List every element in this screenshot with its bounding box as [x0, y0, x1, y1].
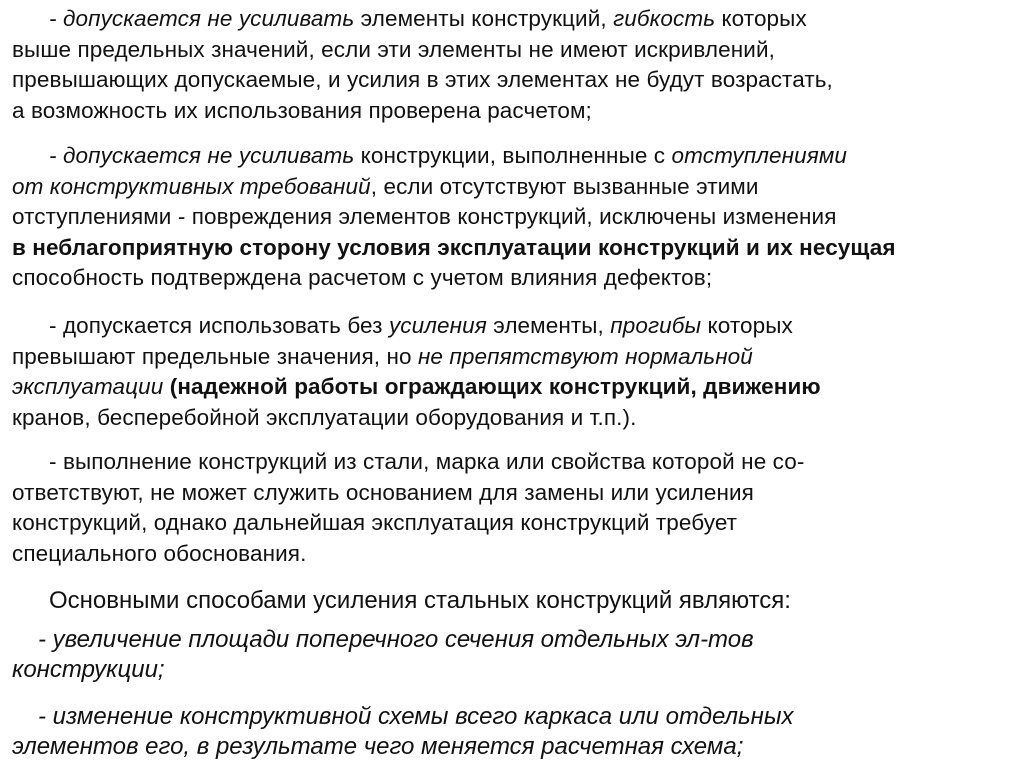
- text-run: которых: [715, 6, 807, 31]
- paragraph-deviations: [12, 141, 1002, 294]
- text-run: - допускается использовать без: [49, 313, 389, 338]
- list-item-line: - изменение конструктивной схемы всего каркаса или отдельных: [38, 703, 794, 730]
- italic-phrase: прогибы: [610, 313, 702, 338]
- text-run: элементы конструкций,: [354, 6, 614, 31]
- bold-phrase: (надежной работы ограждающих конструкций, движению: [163, 374, 821, 399]
- list-item-line: - увеличение площади поперечного сечения отдельных эл-тов: [38, 626, 754, 653]
- text-line: превышающих допускаемые, и усилия в этих элементах не будут возрастать,: [12, 67, 833, 92]
- italic-phrase: отступлениями: [671, 143, 848, 168]
- text-run: элементы,: [486, 313, 611, 338]
- text-line: [12, 4, 1002, 35]
- text-line: способность подтверждена расчетом с учетом влияния дефектов;: [12, 265, 713, 290]
- text-line: ответствуют, не может служить основанием для замены или усиления: [12, 479, 754, 505]
- paragraph-deflection: [12, 311, 1002, 433]
- bold-line: в неблагоприятную сторону условия эксплуатации конструкций и их несущая: [12, 234, 896, 260]
- text-run: которых: [701, 313, 793, 338]
- text-line: а возможность их использования проверена расчетом;: [12, 97, 592, 123]
- italic-phrase: - допускается не усиливать: [49, 143, 355, 168]
- text-run: превышают предельные значения, но: [12, 343, 418, 369]
- paragraph-flexibility: [12, 4, 1002, 126]
- italic-phrase: гибкость: [613, 6, 716, 31]
- text-line: кранов, бесперебойной эксплуатации оборудования и т.п.).: [12, 404, 637, 430]
- italic-phrase: не препятствуют нормальной: [417, 343, 753, 369]
- italic-phrase: эксплуатации: [12, 374, 164, 399]
- section-heading: Основными способами усиления стальных конструкций являются:: [49, 587, 791, 614]
- text-line: [12, 342, 1002, 373]
- paragraph-steel: [12, 447, 1002, 569]
- list-item-line: элементов его, в результате чего меняется расчетная схема;: [12, 733, 744, 760]
- text-run: , если отсутствуют вызванные этими: [370, 173, 759, 199]
- text-line: [12, 372, 1002, 403]
- italic-phrase: усиления: [388, 313, 487, 338]
- text-line: [12, 311, 1002, 342]
- text-line: - выполнение конструкций из стали, марка или свойства которой не со-: [49, 449, 805, 474]
- text-line: выше предельных значений, если эти элементы не имеют искривлений,: [12, 36, 775, 62]
- text-line: [12, 141, 1002, 172]
- italic-phrase: от конструктивных требований: [12, 173, 371, 199]
- text-line: конструкций, однако дальнейшая эксплуатация конструкций требует: [12, 510, 738, 535]
- text-line: специального обоснования.: [12, 540, 307, 566]
- italic-phrase: - допускается не усиливать: [49, 6, 355, 31]
- text-line: отступлениями - повреждения элементов конструкций, исключены изменения: [12, 204, 837, 229]
- text-run: конструкции, выполненные с: [354, 143, 672, 168]
- text-line: [12, 172, 1002, 203]
- list-item-structural-scheme: [12, 702, 794, 762]
- list-item-line: конструкции;: [12, 656, 165, 683]
- list-item-cross-section: [12, 625, 754, 685]
